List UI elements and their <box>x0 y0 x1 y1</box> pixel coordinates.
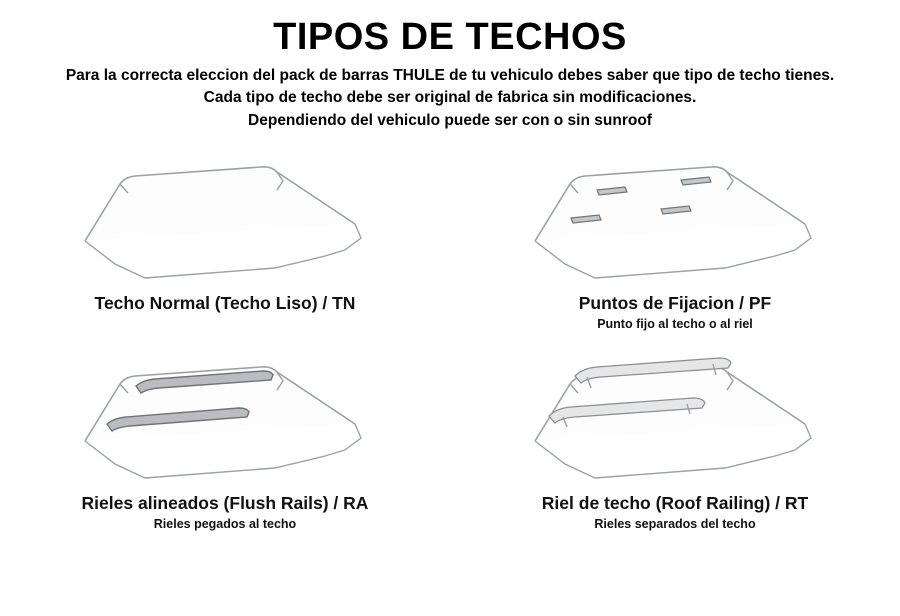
car-roof-railing-icon <box>475 346 875 491</box>
roof-type-note: Rieles pegados al techo <box>153 517 297 532</box>
car-roof-flushrails-icon <box>25 346 425 491</box>
roof-type-card-techo-normal <box>0 146 450 346</box>
roof-type-note: Punto fijo al techo o al riel <box>597 317 753 332</box>
roof-type-note: Rieles separados del techo <box>594 517 756 532</box>
page-title: TIPOS DE TECHOS <box>273 16 627 58</box>
car-roof-plain-icon <box>25 146 425 291</box>
intro-text <box>20 65 880 132</box>
roof-type-card-rieles-alineados <box>0 346 450 546</box>
poster-root <box>0 16 900 616</box>
intro-line-3: Dependiendo del vehiculo puede ser con o sin sunroof <box>248 111 652 129</box>
roof-type-caption: Riel de techo (Roof Railing) / RT <box>541 493 809 514</box>
roof-type-card-puntos-de-fijacion <box>450 146 900 346</box>
intro-line-1: Para la correcta eleccion del pack de barras THULE de tu vehiculo debes saber que tipo de techo tienes. <box>65 67 835 84</box>
roof-type-caption: Rieles alineados (Flush Rails) / RA <box>81 493 369 514</box>
roof-type-card-riel-de-techo <box>450 346 900 546</box>
roof-type-grid <box>0 146 900 546</box>
intro-line-2: Cada tipo de techo debe ser original de fabrica sin modificaciones. <box>203 89 697 107</box>
roof-type-caption: Techo Normal (Techo Liso) / TN <box>94 293 356 314</box>
roof-type-caption: Puntos de Fijacion / PF <box>578 293 772 314</box>
car-roof-fixpoints-icon <box>475 146 875 291</box>
